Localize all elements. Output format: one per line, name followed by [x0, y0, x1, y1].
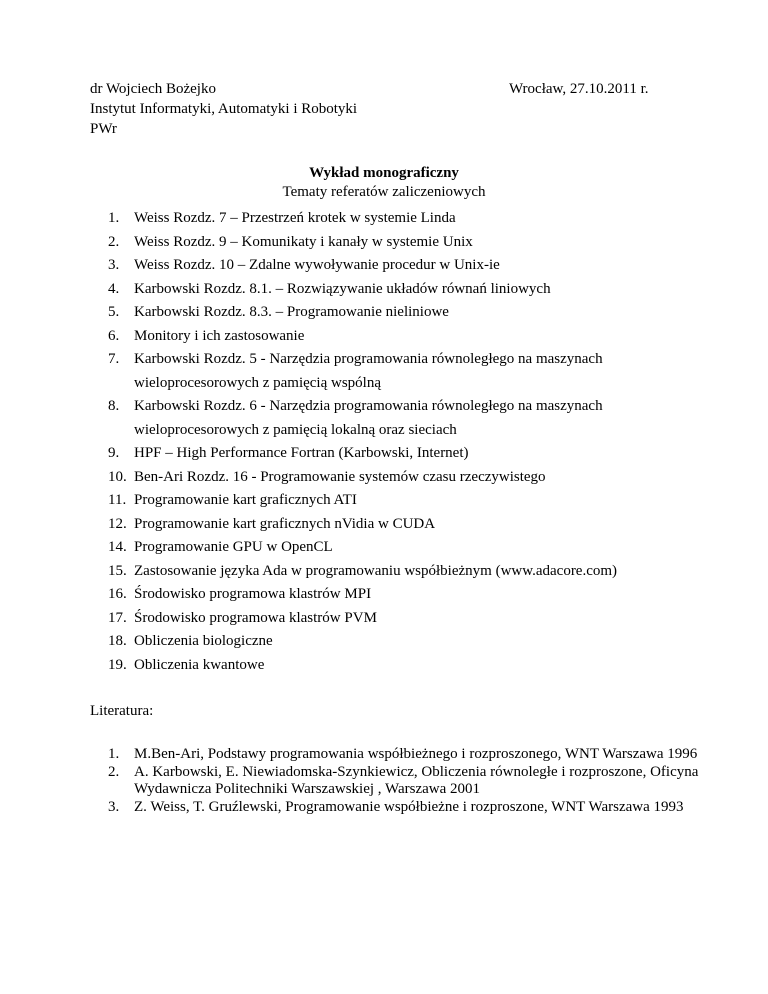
topic-text: Obliczenia biologiczne — [134, 633, 273, 649]
topic-item — [108, 583, 728, 607]
place-date: Wrocław, 27.10.2011 r. — [509, 81, 649, 97]
topic-number: 3. — [108, 257, 120, 273]
topic-text: Karbowski Rozdz. 8.3. – Programowanie nieliniowe — [134, 304, 449, 320]
topic-number: 2. — [108, 233, 120, 250]
topic-text: Programowanie GPU w OpenCL — [134, 539, 333, 555]
topic-text: Weiss Rozdz. 9 – Komunikaty i kanały w systemie Unix — [134, 233, 473, 250]
topic-item — [108, 325, 728, 349]
topic-number: 11. — [108, 492, 127, 508]
topic-text: Karbowski Rozdz. 8.1. – Rozwiązywanie układów równań liniowych — [134, 280, 551, 297]
topic-text: Programowanie kart graficznych ATI — [134, 492, 357, 508]
topic-number: 12. — [108, 515, 127, 532]
university-abbr: PWr — [90, 121, 117, 137]
topic-number: 10. — [108, 468, 127, 485]
topic-number: 7. — [108, 351, 120, 367]
topic-text: Weiss Rozdz. 10 – Zdalne wywoływanie procedur w Unix-ie — [134, 257, 500, 273]
topic-number: 19. — [108, 656, 127, 673]
literature-text: A. Karbowski, E. Niewiadomska-Szynkiewicz, Obliczenia równoległe i rozproszone, Oficyna Wydawnicza Politechniki Warszawskiej , Warszawa 2001 — [134, 763, 699, 797]
topic-item — [108, 442, 728, 466]
author-name: dr Wojciech Bożejko — [90, 81, 216, 97]
literature-item — [108, 764, 708, 799]
topic-text: Środowisko programowa klastrów PVM — [134, 609, 377, 626]
topic-text: Karbowski Rozdz. 5 - Narzędzia programowania równoległego na maszynach wieloprocesorowych z pamięcią wspólną — [134, 351, 603, 391]
topic-text: Środowisko programowa klastrów MPI — [134, 586, 372, 602]
topic-text: HPF – High Performance Fortran (Karbowski, Internet) — [134, 445, 469, 461]
topic-text: Monitory i ich zastosowanie — [134, 327, 305, 344]
topic-number: 17. — [108, 609, 127, 626]
literature-list — [108, 746, 708, 816]
literature-text: Z. Weiss, T. Gruźlewski, Programowanie współbieżne i rozproszone, WNT Warszawa 1993 — [134, 798, 684, 815]
topic-item — [108, 466, 728, 490]
literature-item — [108, 799, 708, 817]
literature-text: M.Ben-Ari, Podstawy programowania współbieżnego i rozproszonego, WNT Warszawa 1996 — [134, 746, 698, 762]
topic-text: Zastosowanie języka Ada w programowaniu współbieżnym (www.adacore.com) — [134, 562, 618, 579]
topic-item — [108, 536, 728, 560]
topic-item — [108, 301, 728, 325]
topic-list — [108, 207, 728, 677]
topic-text: Obliczenia kwantowe — [134, 656, 265, 673]
topic-item — [108, 607, 728, 631]
topic-item — [108, 395, 728, 442]
document-subtitle: Tematy referatów zaliczeniowych — [282, 184, 486, 200]
topic-number: 16. — [108, 586, 127, 602]
topic-item — [108, 231, 728, 255]
literature-item — [108, 746, 708, 764]
topic-item — [108, 654, 728, 678]
topic-item — [108, 254, 728, 278]
author-block — [90, 79, 357, 139]
topic-item — [108, 513, 728, 537]
literature-number: 1. — [108, 746, 120, 762]
topic-number: 5. — [108, 304, 120, 320]
topic-number: 18. — [108, 633, 127, 649]
title-block — [0, 164, 768, 202]
topic-number: 1. — [108, 210, 120, 226]
document-title: Wykład monograficzny — [309, 165, 459, 181]
topic-text: Weiss Rozdz. 7 – Przestrzeń krotek w systemie Linda — [134, 210, 456, 226]
topic-text: Ben-Ari Rozdz. 16 - Programowanie systemów czasu rzeczywistego — [134, 468, 546, 485]
topic-number: 9. — [108, 445, 120, 461]
topic-number: 6. — [108, 327, 120, 344]
topic-number: 8. — [108, 398, 120, 414]
literature-number: 3. — [108, 798, 120, 815]
topic-number: 15. — [108, 562, 127, 579]
topic-item — [108, 348, 728, 395]
topic-item — [108, 278, 728, 302]
literature-heading: Literatura: — [90, 703, 154, 719]
institute-name: Instytut Informatyki, Automatyki i Robotyki — [90, 101, 358, 117]
topic-item — [108, 207, 728, 231]
topic-item — [108, 630, 728, 654]
topic-item — [108, 489, 728, 513]
topic-text: Karbowski Rozdz. 6 - Narzędzia programowania równoległego na maszynach wieloprocesorowych z pamięcią lokalną oraz sieciach — [134, 398, 603, 438]
topic-number: 4. — [108, 280, 120, 297]
literature-number: 2. — [108, 763, 120, 780]
topic-number: 14. — [108, 539, 127, 555]
topic-text: Programowanie kart graficznych nVidia w CUDA — [134, 515, 436, 532]
topic-item — [108, 560, 728, 584]
